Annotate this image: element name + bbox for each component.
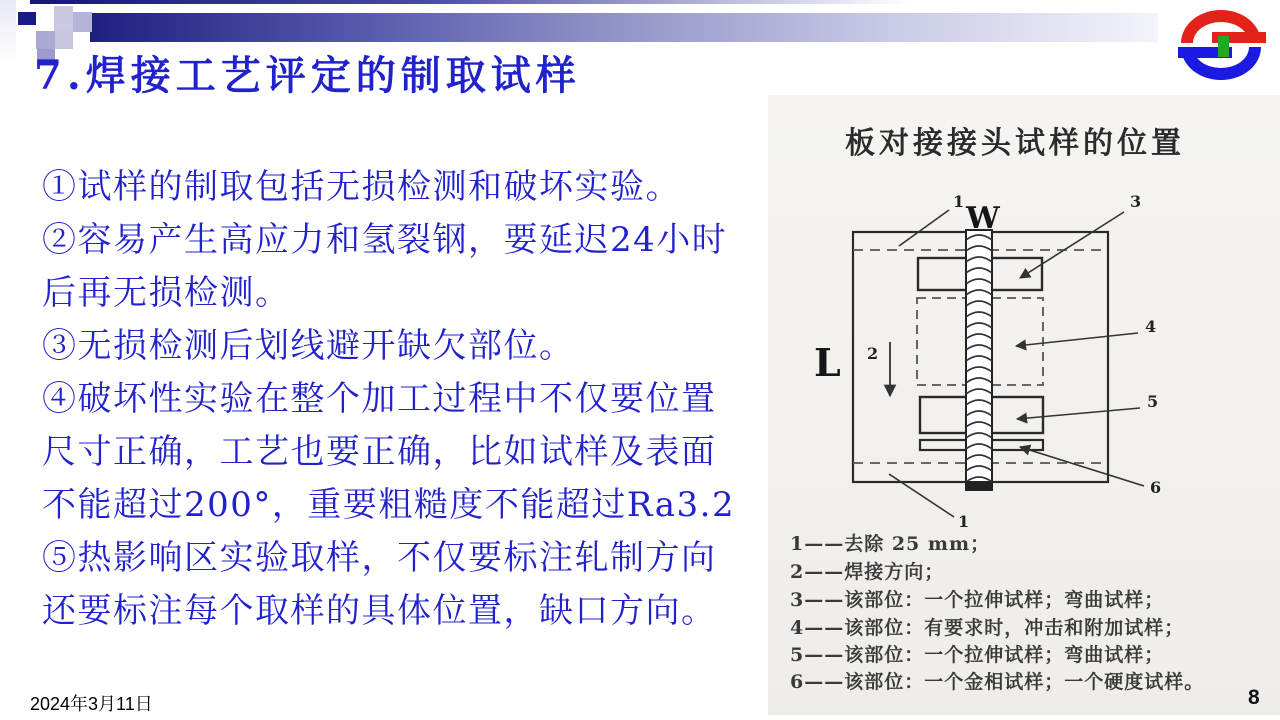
- callout-6-leader: [1020, 447, 1144, 486]
- callout-4-leader: [1016, 333, 1138, 346]
- legend-line: 6——该部位：一个金相试样；一个硬度试样。: [790, 671, 1205, 693]
- body-line: ⑤热影响区实验取样，不仅要标注轧制方向: [42, 538, 717, 578]
- callout-1-bottom: 1: [958, 512, 970, 531]
- legend-line: 5——该部位：一个拉伸试样；弯曲试样；: [790, 644, 1165, 666]
- body-line: ②容易产生高应力和氢裂钢，要延迟24小时: [42, 220, 728, 260]
- weld-seam-end: [967, 481, 991, 490]
- body-line: 后再无损检测。: [42, 273, 291, 313]
- body-line: 不能超过200°，重要粗糙度不能超过Ra3.2: [42, 485, 736, 525]
- deco-square: [36, 31, 55, 49]
- callout-6: 6: [1150, 478, 1162, 497]
- body-line: ①试样的制取包括无损检测和破坏实验。: [42, 167, 681, 207]
- company-logo: [1178, 6, 1266, 80]
- callout-3: 3: [1130, 192, 1142, 211]
- page-title: 7.焊接工艺评定的制取试样: [34, 52, 581, 99]
- callout-2: 2: [867, 344, 879, 363]
- legend-line: 4——该部位：有要求时，冲击和附加试样；: [790, 617, 1185, 639]
- body-line: 尺寸正确，工艺也要正确，比如试样及表面: [42, 432, 717, 472]
- logo-graphic: [1178, 6, 1266, 80]
- deco-square: [18, 12, 36, 25]
- header-left-fade: [0, 0, 16, 64]
- body-line: ④破坏性实验在整个加工过程中不仅要位置: [42, 379, 717, 419]
- body-text: [42, 161, 778, 638]
- figure-title: 板对接接头试样的位置: [845, 126, 1185, 161]
- plate-length-symbol: L: [814, 340, 841, 385]
- weld-specimen-diagram: [768, 95, 1280, 715]
- deco-square: [55, 31, 73, 49]
- callout-1-top: 1: [953, 192, 965, 211]
- page-number: 8: [1248, 686, 1260, 709]
- body-line: 还要标注每个取样的具体位置，缺口方向。: [42, 591, 717, 631]
- weld-seam-texture: [966, 230, 992, 490]
- callout-5: 5: [1147, 392, 1159, 411]
- callout-1-bottom-leader: [889, 474, 954, 517]
- header-thin-stripe: [30, 0, 1158, 4]
- legend-line: 2——焊接方向；: [790, 561, 945, 583]
- deco-square: [54, 6, 73, 32]
- body-line: ③无损检测后划线避开缺欠部位。: [42, 326, 575, 366]
- figure-image: [768, 95, 1280, 715]
- weld-width-symbol: W: [966, 201, 1000, 236]
- header-gradient-bar: [90, 13, 1158, 42]
- legend-line: 1——去除 25 mm；: [790, 533, 991, 555]
- callout-4: 4: [1145, 317, 1157, 336]
- slide-date: 2024年3月11日: [30, 694, 153, 714]
- deco-square: [73, 12, 92, 32]
- legend-line: 3——该部位：一个拉伸试样；弯曲试样；: [790, 589, 1165, 611]
- callout-1-top-leader: [899, 210, 949, 246]
- logo-green-bar: [1218, 36, 1229, 57]
- callout-5-leader: [1017, 408, 1140, 419]
